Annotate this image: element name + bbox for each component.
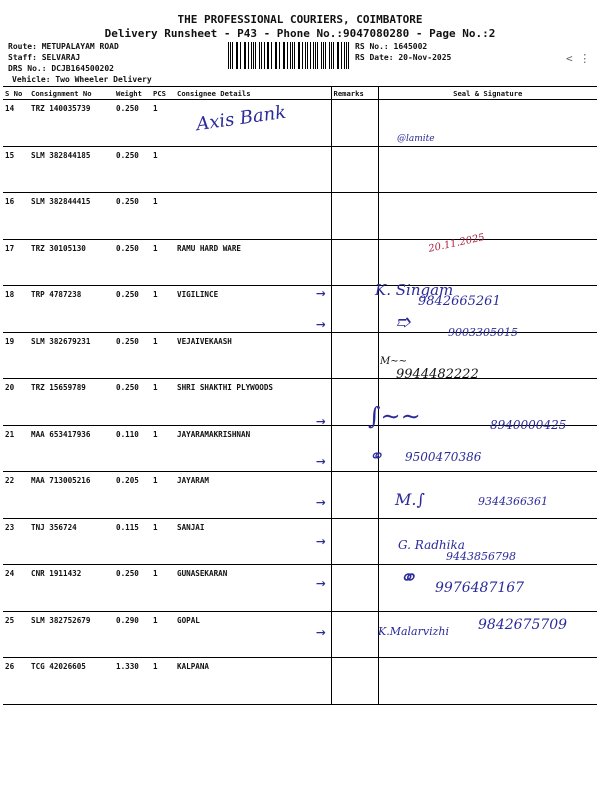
cell-consignment: TCG 42026605: [29, 658, 114, 705]
barcode-bar: [261, 42, 262, 69]
col-consignee: Consignee Details: [175, 87, 331, 100]
barcode-bar: [268, 42, 269, 69]
table-row: [3, 193, 597, 240]
cell-consignee: GOPAL: [175, 611, 331, 658]
cell-weight: 0.110: [114, 425, 151, 472]
signature-20-icon: M∼∼: [380, 356, 407, 367]
cell-weight: 0.250: [114, 193, 151, 240]
signature-21-icon: ∫∼∼: [368, 402, 421, 430]
cell-remarks: [331, 472, 378, 519]
cell-pcs: 1: [151, 286, 175, 333]
cell-pcs: 1: [151, 146, 175, 193]
arrow-icon: →: [316, 622, 326, 641]
cell-consignment: TRZ 15659789: [29, 379, 114, 426]
cell-weight: 0.205: [114, 472, 151, 519]
cell-weight: 0.290: [114, 611, 151, 658]
col-weight: Weight: [114, 87, 151, 100]
cell-sno: 14: [3, 100, 29, 147]
signature-19-icon: ➱: [395, 312, 411, 333]
signature-26: K.Malarvizhi: [378, 625, 450, 638]
cell-weight: 0.250: [114, 146, 151, 193]
barcode-bar: [228, 42, 229, 69]
more-options-icon[interactable]: < ⋮: [566, 52, 591, 65]
cell-signature: [378, 193, 597, 240]
cell-signature: [378, 239, 597, 286]
cell-consignee: [175, 146, 331, 193]
cell-weight: 0.250: [114, 565, 151, 612]
cell-weight: 0.250: [114, 379, 151, 426]
cell-pcs: 1: [151, 425, 175, 472]
vehicle-label: Vehicle: Two Wheeler Delivery: [12, 75, 152, 84]
rs-date: RS Date: 20-Nov-2025: [355, 53, 452, 62]
cell-remarks: [331, 286, 378, 333]
col-pcs: PCS: [151, 87, 175, 100]
cell-consignment: MAA 713005216: [29, 472, 114, 519]
company-name: THE PROFESSIONAL COURIERS, COIMBATORE: [177, 13, 423, 26]
barcode-bar: [313, 42, 314, 69]
cell-sno: 25: [3, 611, 29, 658]
cell-consignee: SANJAI: [175, 518, 331, 565]
cell-remarks: [331, 565, 378, 612]
drs-label: DRS No.: DCJB164500202: [8, 64, 114, 73]
arrow-icon: →: [316, 314, 326, 333]
arrow-icon: →: [316, 492, 326, 511]
cell-consignment: TNJ 356724: [29, 518, 114, 565]
cell-sno: 21: [3, 425, 29, 472]
cell-pcs: 1: [151, 658, 175, 705]
barcode-image: [228, 42, 352, 69]
signature-18: K. Singam: [375, 281, 454, 299]
rs-number: RS No.: 1645002: [355, 42, 428, 51]
cell-remarks: [331, 193, 378, 240]
cell-pcs: 1: [151, 239, 175, 286]
phone-24: 9443856798: [446, 550, 516, 563]
cell-consignee: RAMU HARD WARE: [175, 239, 331, 286]
cell-consignee: VEJAIVEKAASH: [175, 332, 331, 379]
cell-sno: 22: [3, 472, 29, 519]
cell-consignment: SLM 382752679: [29, 611, 114, 658]
cell-consignee: JAYARAM: [175, 472, 331, 519]
cell-remarks: [331, 146, 378, 193]
cell-pcs: 1: [151, 193, 175, 240]
cell-consignment: TRZ 30105130: [29, 239, 114, 286]
barcode-bar: [240, 42, 241, 69]
phone-22: 9500470386: [405, 450, 482, 464]
barcode-bar: [292, 42, 293, 69]
barcode-bar: [259, 42, 260, 69]
cell-consignee: VIGILINCE: [175, 286, 331, 333]
cell-pcs: 1: [151, 100, 175, 147]
signature-24: G. Radhika: [398, 538, 465, 552]
cell-weight: 0.250: [114, 332, 151, 379]
cell-sno: 16: [3, 193, 29, 240]
cell-sno: 23: [3, 518, 29, 565]
cell-remarks: [331, 658, 378, 705]
phone-23: 9344366361: [478, 495, 548, 508]
cell-sno: 19: [3, 332, 29, 379]
cell-pcs: 1: [151, 611, 175, 658]
cell-signature: [378, 658, 597, 705]
cell-remarks: [331, 239, 378, 286]
cell-remarks: [331, 332, 378, 379]
staff-label: Staff: SELVARAJ: [8, 53, 81, 62]
barcode-bar: [329, 42, 330, 69]
arrow-icon: →: [316, 411, 326, 430]
cell-consignment: TRZ 140035739: [29, 100, 114, 147]
cell-pcs: 1: [151, 379, 175, 426]
barcode-bar: [294, 42, 295, 69]
col-sno: S No: [3, 87, 29, 100]
arrow-icon: →: [316, 573, 326, 592]
cell-consignee: [175, 193, 331, 240]
cell-consignee: SHRI SHAKTHI PLYWOODS: [175, 379, 331, 426]
cell-consignee: JAYARAMAKRISHNAN: [175, 425, 331, 472]
cell-remarks: [331, 100, 378, 147]
arrow-icon: →: [316, 451, 326, 470]
signature-22-icon: ⚭: [368, 446, 384, 467]
barcode-bar: [248, 42, 249, 69]
phone-26: 9842675709: [478, 617, 568, 633]
phone-18: 9842665261: [418, 294, 501, 309]
table-row: [3, 239, 597, 286]
cell-sno: 15: [3, 146, 29, 193]
cell-consignment: TRP 4787238: [29, 286, 114, 333]
cell-weight: 1.330: [114, 658, 151, 705]
barcode-bar: [236, 42, 237, 69]
runsheet-title: Delivery Runsheet - P43 - Phone No.:9047080280 - Page No.:2: [104, 27, 496, 40]
cell-sno: 20: [3, 379, 29, 426]
phone-20: 9944482222: [396, 367, 479, 382]
cell-sno: 26: [3, 658, 29, 705]
table-row: [3, 658, 597, 705]
col-remarks: Remarks: [331, 87, 378, 100]
cell-pcs: 1: [151, 332, 175, 379]
cell-pcs: 1: [151, 518, 175, 565]
cell-sno: 18: [3, 286, 29, 333]
cell-consignment: SLM 382844415: [29, 193, 114, 240]
barcode-bar: [338, 42, 339, 69]
cell-remarks: [331, 611, 378, 658]
cell-sno: 24: [3, 565, 29, 612]
arrow-icon: →: [316, 283, 326, 302]
cell-weight: 0.250: [114, 100, 151, 147]
col-signature: Seal & Signature: [378, 87, 597, 100]
cell-consignment: MAA 653417936: [29, 425, 114, 472]
barcode-bar: [317, 42, 318, 69]
cell-consignment: SLM 382679231: [29, 332, 114, 379]
cell-sno: 17: [3, 239, 29, 286]
signature-14: @lamite: [397, 134, 435, 144]
stamp-date-17: 20.11.2025: [427, 232, 486, 255]
table-header-row: [3, 87, 597, 100]
phone-21: 8940000425: [490, 418, 567, 432]
cell-signature: [378, 146, 597, 193]
cell-pcs: 1: [151, 472, 175, 519]
phone-25: 9976487167: [435, 580, 525, 596]
cell-consignment: SLM 382844185: [29, 146, 114, 193]
phone-19: 9003305015: [448, 326, 518, 339]
cell-pcs: 1: [151, 565, 175, 612]
barcode-bar: [305, 42, 306, 69]
cell-weight: 0.250: [114, 286, 151, 333]
cell-remarks: [331, 518, 378, 565]
handwritten-axis-bank: Axis Bank: [194, 101, 288, 136]
table-row: [3, 100, 597, 147]
cell-consignee: GUNASEKARAN: [175, 565, 331, 612]
cell-consignment: CNR 1911432: [29, 565, 114, 612]
runsheet-table: [3, 86, 597, 705]
table-row: [3, 146, 597, 193]
barcode-bar: [276, 42, 277, 69]
barcode-bar: [283, 42, 284, 69]
cell-weight: 0.250: [114, 239, 151, 286]
route-label: Route: METUPALAYAM ROAD: [8, 42, 119, 51]
signature-25-icon: ⚭: [398, 566, 417, 591]
cell-consignee: KALPANA: [175, 658, 331, 705]
barcode-bar: [325, 42, 326, 69]
cell-weight: 0.115: [114, 518, 151, 565]
arrow-icon: →: [316, 531, 326, 550]
col-consignment: Consignment No: [29, 87, 114, 100]
signature-23-icon: M.∫: [395, 490, 425, 509]
barcode-bar: [346, 42, 347, 69]
